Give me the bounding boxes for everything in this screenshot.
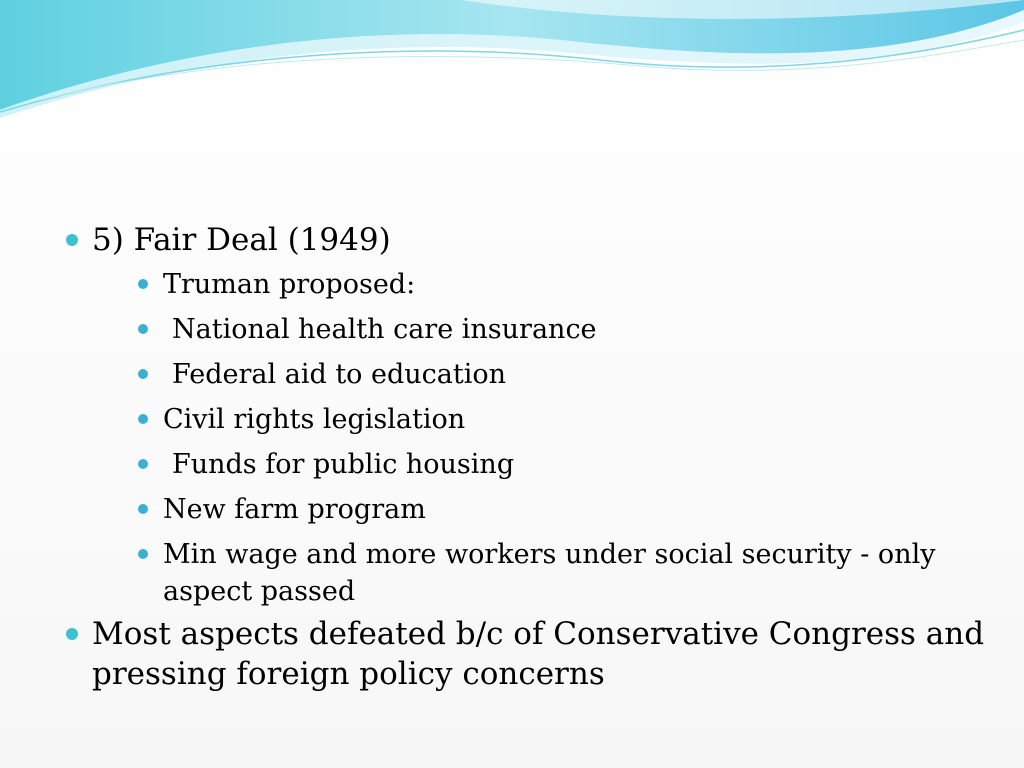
- sub-bullet-item: [92, 446, 992, 483]
- bullet-text: Most aspects defeated b/c of Conservative Congress and pressing foreign policy concerns: [92, 616, 985, 692]
- bullet-icon: [66, 234, 78, 246]
- sub-bullet-list: [92, 266, 992, 610]
- slide-body: [62, 220, 992, 694]
- sub-bullet-text: Funds for public housing: [172, 449, 515, 480]
- bullet-icon: [66, 628, 78, 640]
- bullet-icon: [138, 414, 148, 424]
- sub-bullet-item: [92, 536, 992, 610]
- bullet-list: [62, 220, 992, 694]
- bullet-icon: [138, 369, 148, 379]
- sub-bullet-item: [92, 311, 992, 348]
- bullet-icon: [138, 279, 148, 289]
- bullet-icon: [138, 504, 148, 514]
- bullet-text: 5) Fair Deal (1949): [92, 222, 391, 258]
- sub-bullet-item: [92, 401, 992, 438]
- sub-bullet-text: New farm program: [163, 494, 426, 525]
- sub-bullet-text: Truman proposed:: [163, 269, 416, 300]
- bullet-icon: [138, 549, 148, 559]
- bullet-icon: [138, 324, 148, 334]
- sub-bullet-item: [92, 266, 992, 303]
- sub-bullet-text: Min wage and more workers under social security - only aspect passed: [163, 539, 936, 607]
- sub-bullet-item: [92, 356, 992, 393]
- header-wave-decoration: [0, 0, 1024, 130]
- sub-bullet-item: [92, 491, 992, 528]
- sub-bullet-text: Civil rights legislation: [163, 404, 466, 435]
- sub-bullet-text: Federal aid to education: [172, 359, 507, 390]
- bullet-fair-deal: [62, 220, 992, 610]
- sub-bullet-text: National health care insurance: [172, 314, 597, 345]
- bullet-conclusion: [62, 614, 992, 694]
- bullet-icon: [138, 459, 148, 469]
